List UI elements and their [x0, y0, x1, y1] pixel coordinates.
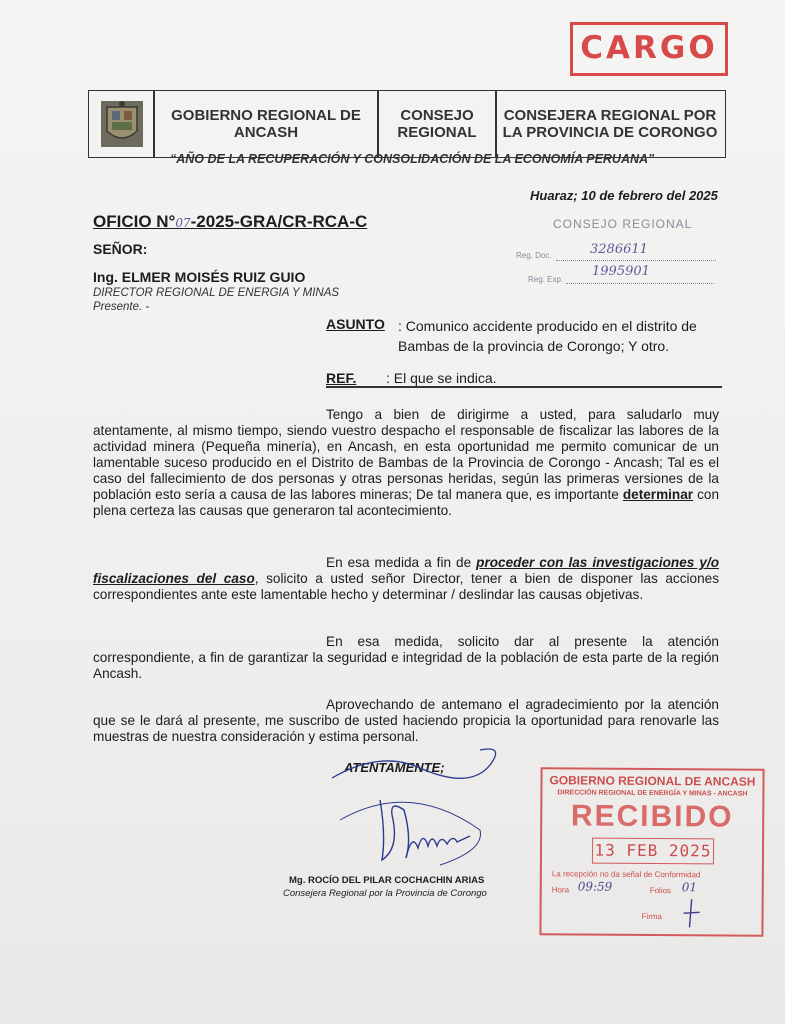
oficio-suffix: -2025-GRA/CR-RCA-C: [190, 212, 368, 231]
reg-exp-line: [566, 283, 714, 284]
body-paragraph-4: [93, 697, 719, 745]
ref-label: REF.: [326, 370, 357, 386]
received-stamp-hora-value: 09:59: [577, 879, 613, 894]
body-paragraph-3: [93, 634, 719, 682]
consejo-stamp-title: CONSEJO REGIONAL: [553, 217, 693, 231]
received-stamp-note: La recepción no da señal de Conformidad: [551, 869, 701, 880]
received-stamp-folios-label: Folios: [649, 885, 672, 896]
oficio-number: [93, 212, 367, 232]
asunto-text: : Comunico accidente producido en el distrito de Bambas de la provincia de Corongo; Y otro.: [398, 318, 697, 354]
body-paragraph-2: [93, 555, 719, 603]
oficio-prefix: OFICIO N°: [93, 212, 176, 231]
received-stamp-office: DIRECCIÓN REGIONAL DE ENERGÍA Y MINAS - ANCASH: [557, 789, 748, 798]
received-stamp-folios-value: 01: [681, 880, 698, 895]
salutation: SEÑOR:: [93, 241, 148, 257]
recipient-present: Presente. -: [93, 301, 150, 313]
regional-crest-icon: [97, 97, 147, 151]
handwritten-signature: [320, 740, 510, 875]
letterhead-table: [88, 90, 726, 158]
cargo-stamp: CARGO: [570, 22, 728, 76]
date-line: Huaraz; 10 de febrero del 2025: [530, 188, 718, 203]
reg-exp-label: Reg. Exp.: [528, 275, 564, 284]
oficio-handwritten-number: 07: [175, 216, 191, 230]
asunto-label: ASUNTO: [326, 316, 385, 332]
ref-underline: [326, 386, 722, 388]
received-stamp-entity: GOBIERNO REGIONAL DE ANCASH: [549, 773, 756, 789]
year-motto: “AÑO DE LA RECUPERACIÓN Y CONSOLIDACIÓN DE LA ECONOMÍA PERUANA”: [170, 152, 655, 166]
signer-role: Consejera Regional por la Provincia de Corongo: [283, 888, 487, 899]
p1-text-a: Tengo a bien de dirigirme a usted, para saludarlo muy atentamente, al mismo tiempo, siendo vuestro despacho el responsable de fiscalizar las labores de la actividad minera (Pequeña minería), en Ancash, en esta oportunidad me permito comunicar de un lamentable suceso producido en el Distrito de Bambas de la Provincia de Corongo - Ancash; Tal es el caso del fallecimiento de dos personas y otras personas heridas, según las primeras versiones de la población esto sería a causa de las labores mineras; De tal manera que, es importante: [93, 407, 719, 502]
p1-emphasis: determinar: [622, 487, 694, 502]
recipient-role: DIRECTOR REGIONAL DE ENERGIA Y MINAS: [93, 287, 340, 299]
header-consejo: CONSEJO REGIONAL: [397, 107, 477, 141]
ref-text: : El que se indica.: [386, 370, 497, 386]
p2-text-b: , solicito a usted señor Director, tener a bien de disponer las acciones correspondientes ante este lamentable hecho y determinar / deslindar las causas objetivas.: [93, 571, 719, 602]
received-initials-icon: [671, 895, 711, 930]
reg-exp-value: 1995901: [592, 264, 650, 279]
p2-emphasis: proceder con las investigaciones y/o fiscalizaciones del caso: [93, 555, 719, 586]
received-stamp-date: 13 FEB 2025: [592, 838, 714, 865]
recipient-name: Ing. ELMER MOISÉS RUIZ GUIO: [93, 269, 306, 285]
p4-text: Aprovechando de antemano el agradecimiento por la atención que se le dará al presente, me suscribo de usted haciendo propicia la oportunidad para renovarle las muestras de nuestra consideración y estima personal.: [93, 697, 719, 744]
received-stamp: [539, 767, 764, 937]
body-paragraph-1: [93, 407, 719, 519]
received-stamp-hora-label: Hora: [551, 885, 570, 895]
closing: ATENTAMENTE;: [344, 760, 445, 775]
reg-doc-label: Reg. Doc.: [516, 251, 552, 260]
p2-text-a: En esa medida a fin de: [326, 555, 477, 570]
p3-text: En esa medida, solicito dar al presente la atención correspondiente, a fin de garantizar la seguridad e integridad de la población de esta parte de la región Ancash.: [93, 634, 719, 681]
signer-name: Mg. ROCÍO DEL PILAR COCHACHIN ARIAS: [289, 875, 485, 886]
header-gobierno: GOBIERNO REGIONAL DE ANCASH: [171, 107, 361, 141]
received-stamp-label: RECIBIDO: [570, 799, 734, 834]
p1-text-b: con plena certeza las causas que generaron tal acontecimiento.: [93, 487, 719, 518]
reg-doc-line: [556, 260, 716, 261]
header-consejera: CONSEJERA REGIONAL POR LA PROVINCIA DE CORONGO: [502, 107, 718, 141]
reg-doc-value: 3286611: [590, 242, 648, 257]
received-stamp-firma-label: Firma: [641, 911, 663, 922]
